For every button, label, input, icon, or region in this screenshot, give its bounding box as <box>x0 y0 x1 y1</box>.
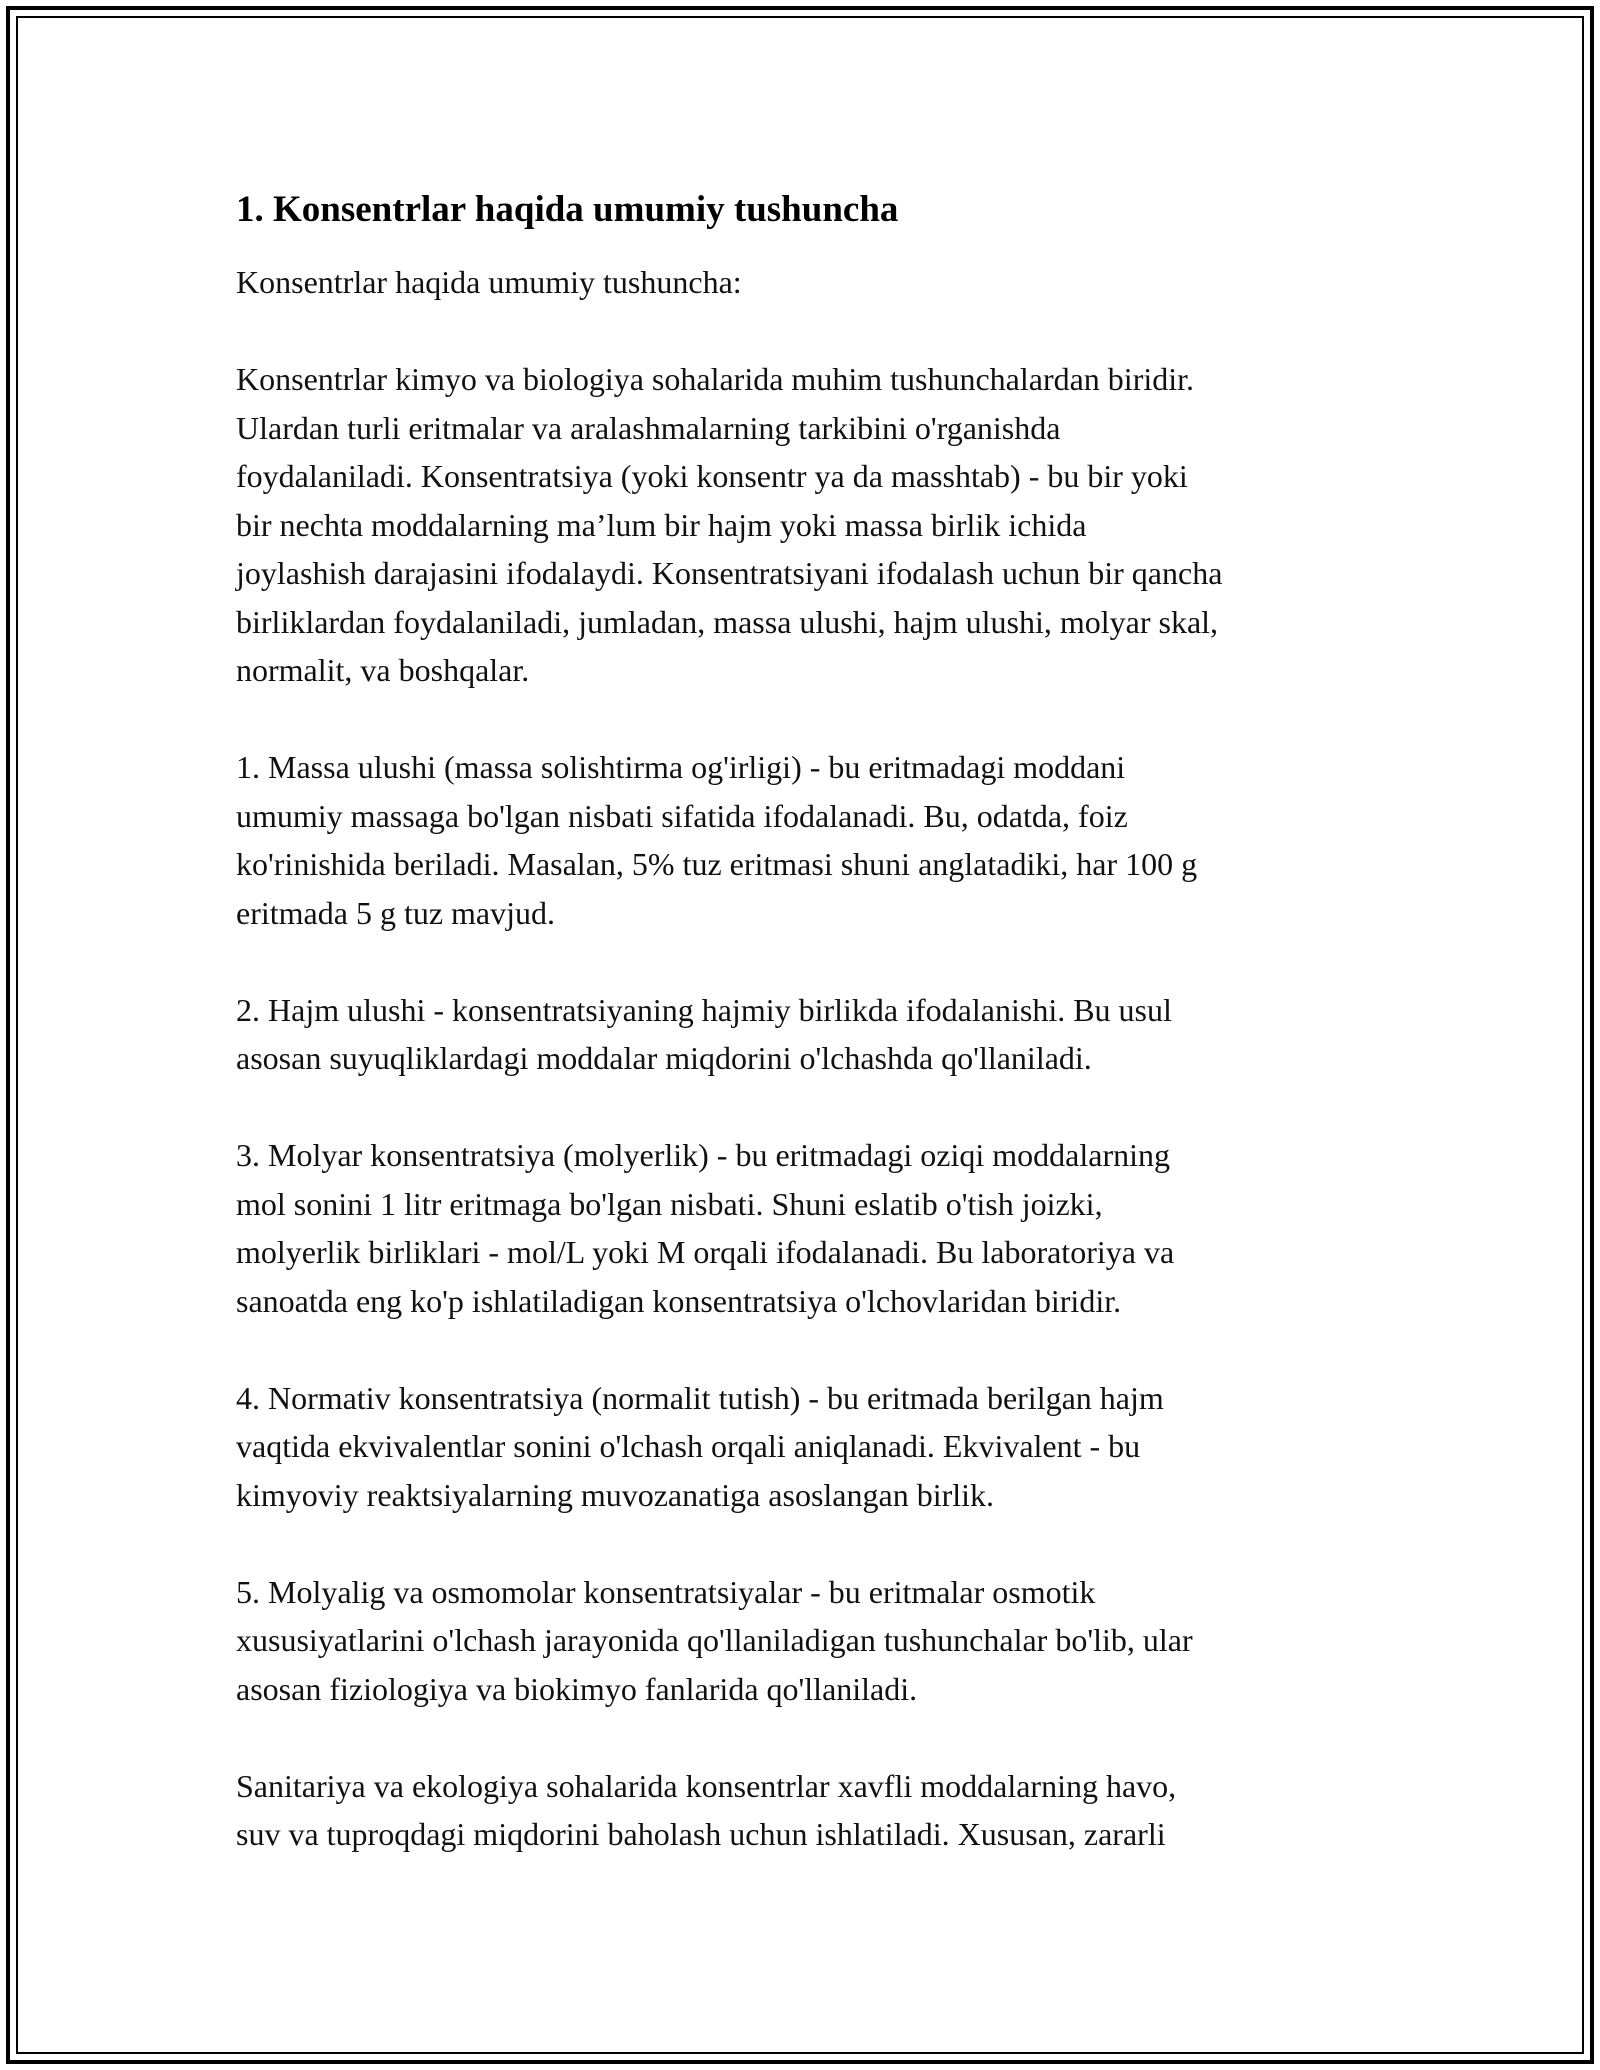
text-line: suv va tuproqdagi miqdorini baholash uchun ishlatiladi. Xususan, zararli <box>236 1816 1166 1852</box>
section-title: 1. Konsentrlar haqida umumiy tushuncha <box>236 189 899 230</box>
paragraph <box>236 743 1396 937</box>
text-line: 1. Massa ulushi (massa solishtirma og'irligi) - bu eritmadagi moddani <box>236 749 1126 785</box>
text-line: bir nechta moddalarning ma’lum bir hajm yoki massa birlik ichida <box>236 506 1087 543</box>
text-line: Konsentrlar haqida umumiy tushuncha: <box>236 264 742 300</box>
text-line: xususiyatlarini o'lchash jarayonida qo'llaniladigan tushunchalar bo'lib, ular <box>236 1622 1193 1658</box>
text-line: asosan fiziologiya va biokimyo fanlarida qo'llaniladi. <box>236 1670 918 1707</box>
paragraph <box>236 986 1396 1083</box>
text-line: 3. Molyar konsentratsiya (molyerlik) - bu eritmadagi oziqi moddalarning <box>236 1137 1170 1173</box>
paragraph <box>236 1568 1396 1714</box>
document-body <box>236 186 1396 1907</box>
text-line: foydalaniladi. Konsentratsiya (yoki konsentr ya da masshtab) - bu bir yoki <box>236 458 1188 494</box>
text-line: kimyoviy reaktsiyalarning muvozanatiga asoslangan birlik. <box>236 1476 995 1513</box>
text-line: vaqtida ekvivalentlar sonini o'lchash orqali aniqlanadi. Ekvivalent - bu <box>236 1428 1141 1464</box>
text-line: molyerlik birliklari - mol/L yoki M orqali ifodalanadi. Bu laboratoriya va <box>236 1234 1175 1270</box>
text-line: sanoatda eng ko'p ishlatiladigan konsentratsiya o'lchovlaridan biridir. <box>236 1282 1122 1319</box>
text-line: Konsentrlar kimyo va biologiya sohalarida muhim tushunchalardan biridir. <box>236 361 1195 397</box>
text-line: normalit, va boshqalar. <box>236 652 530 688</box>
text-line: 2. Hajm ulushi - konsentratsiyaning hajmiy birlikda ifodalanishi. Bu usul <box>236 991 1172 1028</box>
text-line: umumiy massaga bo'lgan nisbati sifatida ifodalanadi. Bu, odatda, foiz <box>236 797 1128 834</box>
paragraph <box>236 1374 1396 1520</box>
text-line: ko'rinishida beriladi. Masalan, 5% tuz eritmasi shuni anglatadiki, har 100 g <box>236 846 1198 882</box>
text-line: birliklardan foydalaniladi, jumladan, massa ulushi, hajm ulushi, molyar skal, <box>236 603 1219 640</box>
text-line: Ulardan turli eritmalar va aralashmalarning tarkibini o'rganishda <box>236 409 1061 446</box>
text-line: eritmada 5 g tuz mavjud. <box>236 894 556 931</box>
paragraph <box>236 1762 1396 1859</box>
paragraph <box>236 355 1396 695</box>
text-line: 5. Molyalig va osmomolar konsentratsiyalar - bu eritmalar osmotik <box>236 1573 1096 1610</box>
text-line: asosan suyuqliklardagi moddalar miqdorini o'lchashda qo'llaniladi. <box>236 1040 1092 1076</box>
text-line: joylashish darajasini ifodalaydi. Konsentratsiyani ifodalash uchun bir qancha <box>236 555 1223 591</box>
paragraph <box>236 258 1396 307</box>
paragraph-list <box>236 258 1396 1859</box>
text-line: mol sonini 1 litr eritmaga bo'lgan nisbati. Shuni eslatib o'tish joizki, <box>236 1185 1103 1222</box>
paragraph <box>236 1131 1396 1325</box>
text-line: 4. Normativ konsentratsiya (normalit tutish) - bu eritmada berilgan hajm <box>236 1379 1164 1416</box>
text-line: Sanitariya va ekologiya sohalarida konsentrlar xavfli moddalarning havo, <box>236 1767 1177 1804</box>
